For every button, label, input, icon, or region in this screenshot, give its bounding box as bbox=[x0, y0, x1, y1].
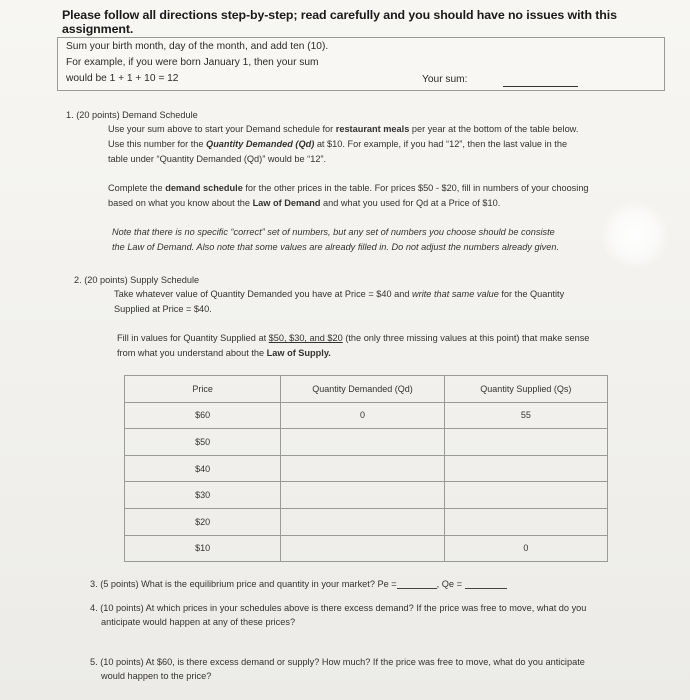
qd-cell[interactable] bbox=[281, 429, 444, 456]
price-cell: $40 bbox=[125, 455, 281, 482]
q5-line1: 5. (10 points) At $60, is there excess demand or supply? How much? If the price was free to move, what do you anticipate bbox=[90, 657, 585, 667]
qs-cell[interactable] bbox=[444, 455, 607, 482]
page-title: Please follow all directions step-by-step; read carefully and you should have no issues with this assignment. bbox=[62, 8, 617, 36]
q2-p1-line2: Supplied at Price = $40. bbox=[114, 304, 212, 314]
q1-note-line1: Note that there is no specific “correct” set of numbers, but any set of numbers you choose should be consiste bbox=[112, 227, 555, 237]
q1-heading: 1. (20 points) Demand Schedule bbox=[66, 110, 198, 120]
qs-cell[interactable]: 0 bbox=[444, 535, 607, 562]
qs-cell[interactable] bbox=[444, 482, 607, 509]
q3-question: 3. (5 points) What is the equilibrium price and quantity in your market? Pe = , Qe = bbox=[90, 579, 507, 589]
q1-p1-line3: table under “Quantity Demanded (Qd)” would be “12”. bbox=[108, 154, 327, 164]
table-row bbox=[125, 402, 608, 429]
q4-line1: 4. (10 points) At which prices in your schedules above is there excess demand? If the price was free to move, what do you bbox=[90, 603, 587, 613]
table-row bbox=[125, 482, 608, 509]
qd-cell[interactable]: 0 bbox=[281, 402, 444, 429]
your-sum-label: Your sum: bbox=[422, 74, 468, 85]
qd-cell[interactable] bbox=[281, 535, 444, 562]
price-cell: $50 bbox=[125, 429, 281, 456]
table-header-row bbox=[125, 376, 608, 403]
q1-p2-line2: based on what you know about the Law of Demand and what you used for Qd at a Price of $10. bbox=[108, 198, 501, 208]
sum-instruction-1: Sum your birth month, day of the month, and add ten (10). bbox=[66, 41, 329, 52]
qd-cell[interactable] bbox=[281, 482, 444, 509]
pe-blank[interactable] bbox=[397, 579, 437, 589]
header-price: Price bbox=[125, 376, 281, 403]
qe-blank[interactable] bbox=[465, 579, 507, 589]
qs-cell[interactable] bbox=[444, 429, 607, 456]
price-cell: $30 bbox=[125, 482, 281, 509]
qs-cell[interactable] bbox=[444, 508, 607, 535]
table-row bbox=[125, 455, 608, 482]
q2-p2-line2: from what you understand about the Law of Supply. bbox=[117, 348, 331, 358]
q4-line2: anticipate would happen at any of these prices? bbox=[101, 617, 296, 627]
q1-p2-line1: Complete the demand schedule for the other prices in the table. For prices $50 - $20, fill in numbers of your choosing bbox=[108, 183, 589, 193]
header-qs: Quantity Supplied (Qs) bbox=[444, 376, 607, 403]
q1-p1-line2: Use this number for the Quantity Demanded (Qd) at $10. For example, if you had “12”, then the last value in the bbox=[108, 139, 568, 149]
header-qd: Quantity Demanded (Qd) bbox=[281, 376, 444, 403]
q1-p1-line1: Use your sum above to start your Demand schedule for restaurant meals per year at the bottom of the table below. bbox=[108, 124, 579, 134]
schedule-table bbox=[124, 375, 608, 562]
light-glare bbox=[600, 200, 670, 270]
sum-instruction-2: For example, if you were born January 1, then your sum bbox=[66, 57, 319, 68]
qs-cell[interactable]: 55 bbox=[444, 402, 607, 429]
table-row bbox=[125, 508, 608, 535]
qd-cell[interactable] bbox=[281, 455, 444, 482]
q2-p1-line1: Take whatever value of Quantity Demanded you have at Price = $40 and write that same value for the Quantity bbox=[114, 289, 565, 299]
q1-note-line2: the Law of Demand. Also note that some values are already filled in. Do not adjust the numbers already given. bbox=[112, 242, 560, 252]
table-row bbox=[125, 535, 608, 562]
price-cell: $20 bbox=[125, 508, 281, 535]
your-sum-blank[interactable] bbox=[503, 86, 578, 87]
qd-cell[interactable] bbox=[281, 508, 444, 535]
table-row bbox=[125, 429, 608, 456]
q5-line2: would happen to the price? bbox=[101, 671, 212, 681]
sum-instruction-3: would be 1 + 1 + 10 = 12 bbox=[66, 73, 179, 84]
q2-p2-line1: Fill in values for Quantity Supplied at $50, $30, and $20 (the only three missing values at this point) that make sense bbox=[117, 333, 590, 343]
sum-box bbox=[57, 37, 665, 91]
q2-heading: 2. (20 points) Supply Schedule bbox=[74, 275, 200, 285]
price-cell: $60 bbox=[125, 402, 281, 429]
price-cell: $10 bbox=[125, 535, 281, 562]
